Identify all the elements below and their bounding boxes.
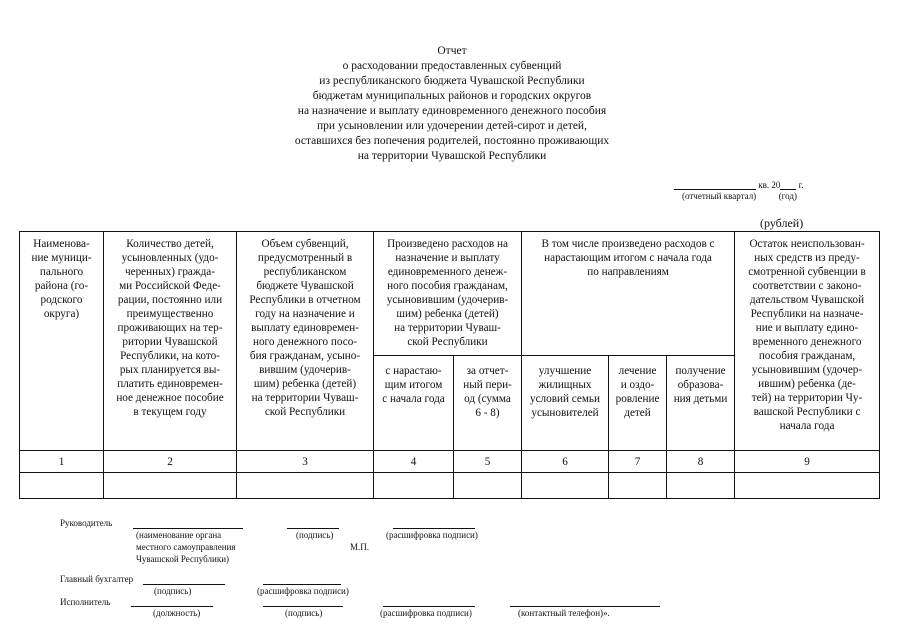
column-number: 6 bbox=[522, 451, 609, 473]
executor-sign-line[interactable] bbox=[263, 606, 343, 607]
title-line: из республиканского бюджета Чувашской Республики bbox=[319, 75, 585, 87]
column-number: 7 bbox=[609, 451, 667, 473]
header-expenses-made: Произведено расходов на назначение и выплату единовременного денеж- ного пособия гражданам, усыновившим (удочерив- шим) ребенка (детей) на территории Чуваш- ской Республики bbox=[374, 232, 522, 356]
year-suffix: г. bbox=[798, 180, 804, 190]
title-line: оставшихся без попечения родителей, постоянно проживающих bbox=[294, 135, 610, 147]
title-line: на территории Чувашской Республики bbox=[357, 150, 547, 162]
report-title bbox=[0, 44, 904, 164]
executor-label: Исполнитель bbox=[60, 597, 111, 607]
title-line: о расходовании предоставленных субвенций bbox=[342, 60, 562, 72]
column-number: 5 bbox=[454, 451, 522, 473]
executor-phone-caption: (контактный телефон)». bbox=[518, 608, 610, 618]
executor-decode-caption: (расшифровка подписи) bbox=[380, 608, 472, 618]
head-label: Руководитель bbox=[60, 518, 113, 528]
data-cell[interactable] bbox=[609, 473, 667, 499]
data-cell[interactable] bbox=[735, 473, 880, 499]
header-housing: улучшение жилищных условий семьи усыновителей bbox=[522, 356, 609, 451]
quarter-blank[interactable] bbox=[674, 179, 756, 190]
column-number: 8 bbox=[667, 451, 735, 473]
header-education: получение образова- ния детьми bbox=[667, 356, 735, 451]
head-sign-caption: (подпись) bbox=[296, 530, 334, 540]
data-row bbox=[20, 473, 880, 499]
reporting-period bbox=[674, 179, 804, 190]
title-line: бюджетам муниципальных районов и городских округов bbox=[312, 90, 592, 102]
header-cumulative: с нарастаю- щим итогом с начала года bbox=[374, 356, 454, 451]
year-blank[interactable] bbox=[780, 179, 796, 190]
accountant-decode-line[interactable] bbox=[263, 584, 341, 585]
executor-phone-line[interactable] bbox=[510, 606, 660, 607]
column-number: 2 bbox=[104, 451, 237, 473]
executor-decode-line[interactable] bbox=[383, 606, 475, 607]
head-sign-line[interactable] bbox=[287, 528, 339, 529]
column-number: 1 bbox=[20, 451, 104, 473]
year-caption: (год) bbox=[778, 191, 797, 201]
units-label: (рублей) bbox=[760, 216, 804, 230]
executor-position-line[interactable] bbox=[131, 606, 213, 607]
header-reporting-period: за отчет- ный пери- од (сумма 6 - 8) bbox=[454, 356, 522, 451]
head-org-caption: местного самоуправления bbox=[136, 542, 236, 552]
column-numbers-row bbox=[20, 451, 880, 473]
head-decode-line[interactable] bbox=[393, 528, 475, 529]
period-captions bbox=[682, 191, 797, 201]
accountant-label: Главный бухгалтер bbox=[60, 574, 134, 584]
title-line: на назначение и выплату единовременного денежного пособия bbox=[297, 105, 607, 117]
quarter-caption: (отчетный квартал) bbox=[682, 191, 757, 201]
column-number: 9 bbox=[735, 451, 880, 473]
data-cell[interactable] bbox=[104, 473, 237, 499]
header-children-count: Количество детей, усыновленных (удо- черенных) гражда- ми Российской Феде- рации, постоянно или преимущественно проживающих на тер- ритории Чувашской Республики, на кото- рых планируется вы- платить единовремен- ное денежное пособие в текущем году bbox=[104, 232, 237, 451]
header-remaining-funds: Остаток неиспользован- ных средств из преду- смотренной субвенции в соответствии с законо- дательством Чувашской Республики на назначе- ние и выплату едино- временного денежного пособия гражданам, усыновившим (удочер- ившим) ребенка (де- тей) на территории Чу- вашской Республики с начала года bbox=[735, 232, 880, 451]
executor-sign-caption: (подпись) bbox=[285, 608, 323, 618]
head-org-line[interactable] bbox=[133, 528, 243, 529]
accountant-sign-caption: (подпись) bbox=[154, 586, 192, 596]
head-org-caption: Чувашской Республики) bbox=[136, 554, 230, 564]
column-number: 3 bbox=[237, 451, 374, 473]
executor-position-caption: (должность) bbox=[153, 608, 201, 618]
header-expenses-by-direction: В том числе произведено расходов с нарастающим итогом с начала года по направлениям bbox=[522, 232, 735, 356]
header-subvention-volume: Объем субвенций, предусмотренный в республиканском бюджете Чувашской Республики в отчетном году на назначение и выплату единовремен- ного денежного посо- бия гражданам, усыно- вившим (удочерив- шим) ребенка (детей) на территории Чуваш- ской Республики bbox=[237, 232, 374, 451]
head-org-caption: (наименование органа bbox=[136, 530, 222, 540]
data-cell[interactable] bbox=[667, 473, 735, 499]
stamp-label: М.П. bbox=[350, 542, 370, 552]
data-cell[interactable] bbox=[454, 473, 522, 499]
data-cell[interactable] bbox=[237, 473, 374, 499]
head-decode-caption: (расшифровка подписи) bbox=[386, 530, 478, 540]
title-line: Отчет bbox=[437, 45, 467, 57]
data-cell[interactable] bbox=[20, 473, 104, 499]
quarter-label: кв. 20 bbox=[758, 180, 781, 190]
accountant-sign-line[interactable] bbox=[143, 584, 225, 585]
title-line: при усыновлении или удочерении детей-сирот и детей, bbox=[317, 120, 587, 132]
header-treatment: лечение и оздо- ровление детей bbox=[609, 356, 667, 451]
header-district: Наименова- ние муници- пального района (го- родского округа) bbox=[20, 232, 104, 451]
data-cell[interactable] bbox=[522, 473, 609, 499]
data-cell[interactable] bbox=[374, 473, 454, 499]
accountant-decode-caption: (расшифровка подписи) bbox=[257, 586, 349, 596]
column-number: 4 bbox=[374, 451, 454, 473]
report-table bbox=[19, 231, 880, 499]
